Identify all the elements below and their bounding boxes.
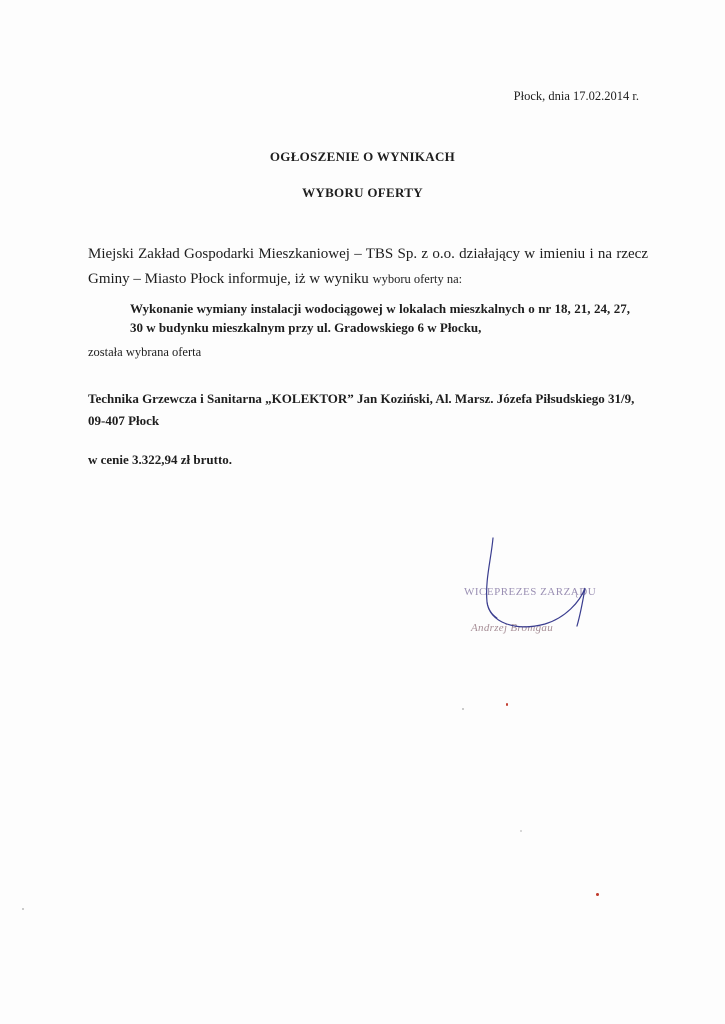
announcement-subtitle: WYBORU OFERTY [302, 185, 423, 200]
signature-stamp [455, 530, 605, 660]
ink-speck [596, 893, 599, 896]
intro-text: Miejski Zakład Gospodarki Mieszkaniowej – TBS Sp. z o.o. działający w imieniu i na rzecz Gminy – Miasto Płock informuje, iż w wyniku [88, 246, 648, 287]
place-and-date: Płock, dnia 17.02.2014 r. [513, 89, 639, 103]
winning-company: Technika Grzewcza i Sanitarna „KOLEKTOR” Jan Koziński, Al. Marsz. Józefa Piłsudskiego 31/9, 09-407 Płock [88, 391, 635, 428]
chosen-offer-label: została wybrana oferta [88, 345, 202, 359]
tender-subject: Wykonanie wymiany instalacji wodociągowej w lokalach mieszkalnych o nr 18, 21, 24, 27, 30 w budynku mieszkalnym przy ul. Gradowskiego 6 w Płocku, [130, 301, 630, 335]
intro-paragraph [88, 242, 648, 292]
announcement-title: OGŁOSZENIE O WYNIKACH [269, 149, 456, 164]
offer-price: w cenie 3.322,94 zł brutto. [88, 452, 233, 467]
handwritten-signature [455, 530, 605, 660]
paper-speck [520, 830, 522, 832]
stamp-name: Andrzej Bromgau [471, 622, 554, 634]
paper-speck [462, 708, 464, 710]
ink-speck [506, 703, 508, 706]
intro-text-tail: wyboru oferty na: [372, 272, 463, 286]
paper-speck [22, 908, 24, 910]
stamp-title: WICEPREZES ZARZĄDU [464, 586, 597, 598]
